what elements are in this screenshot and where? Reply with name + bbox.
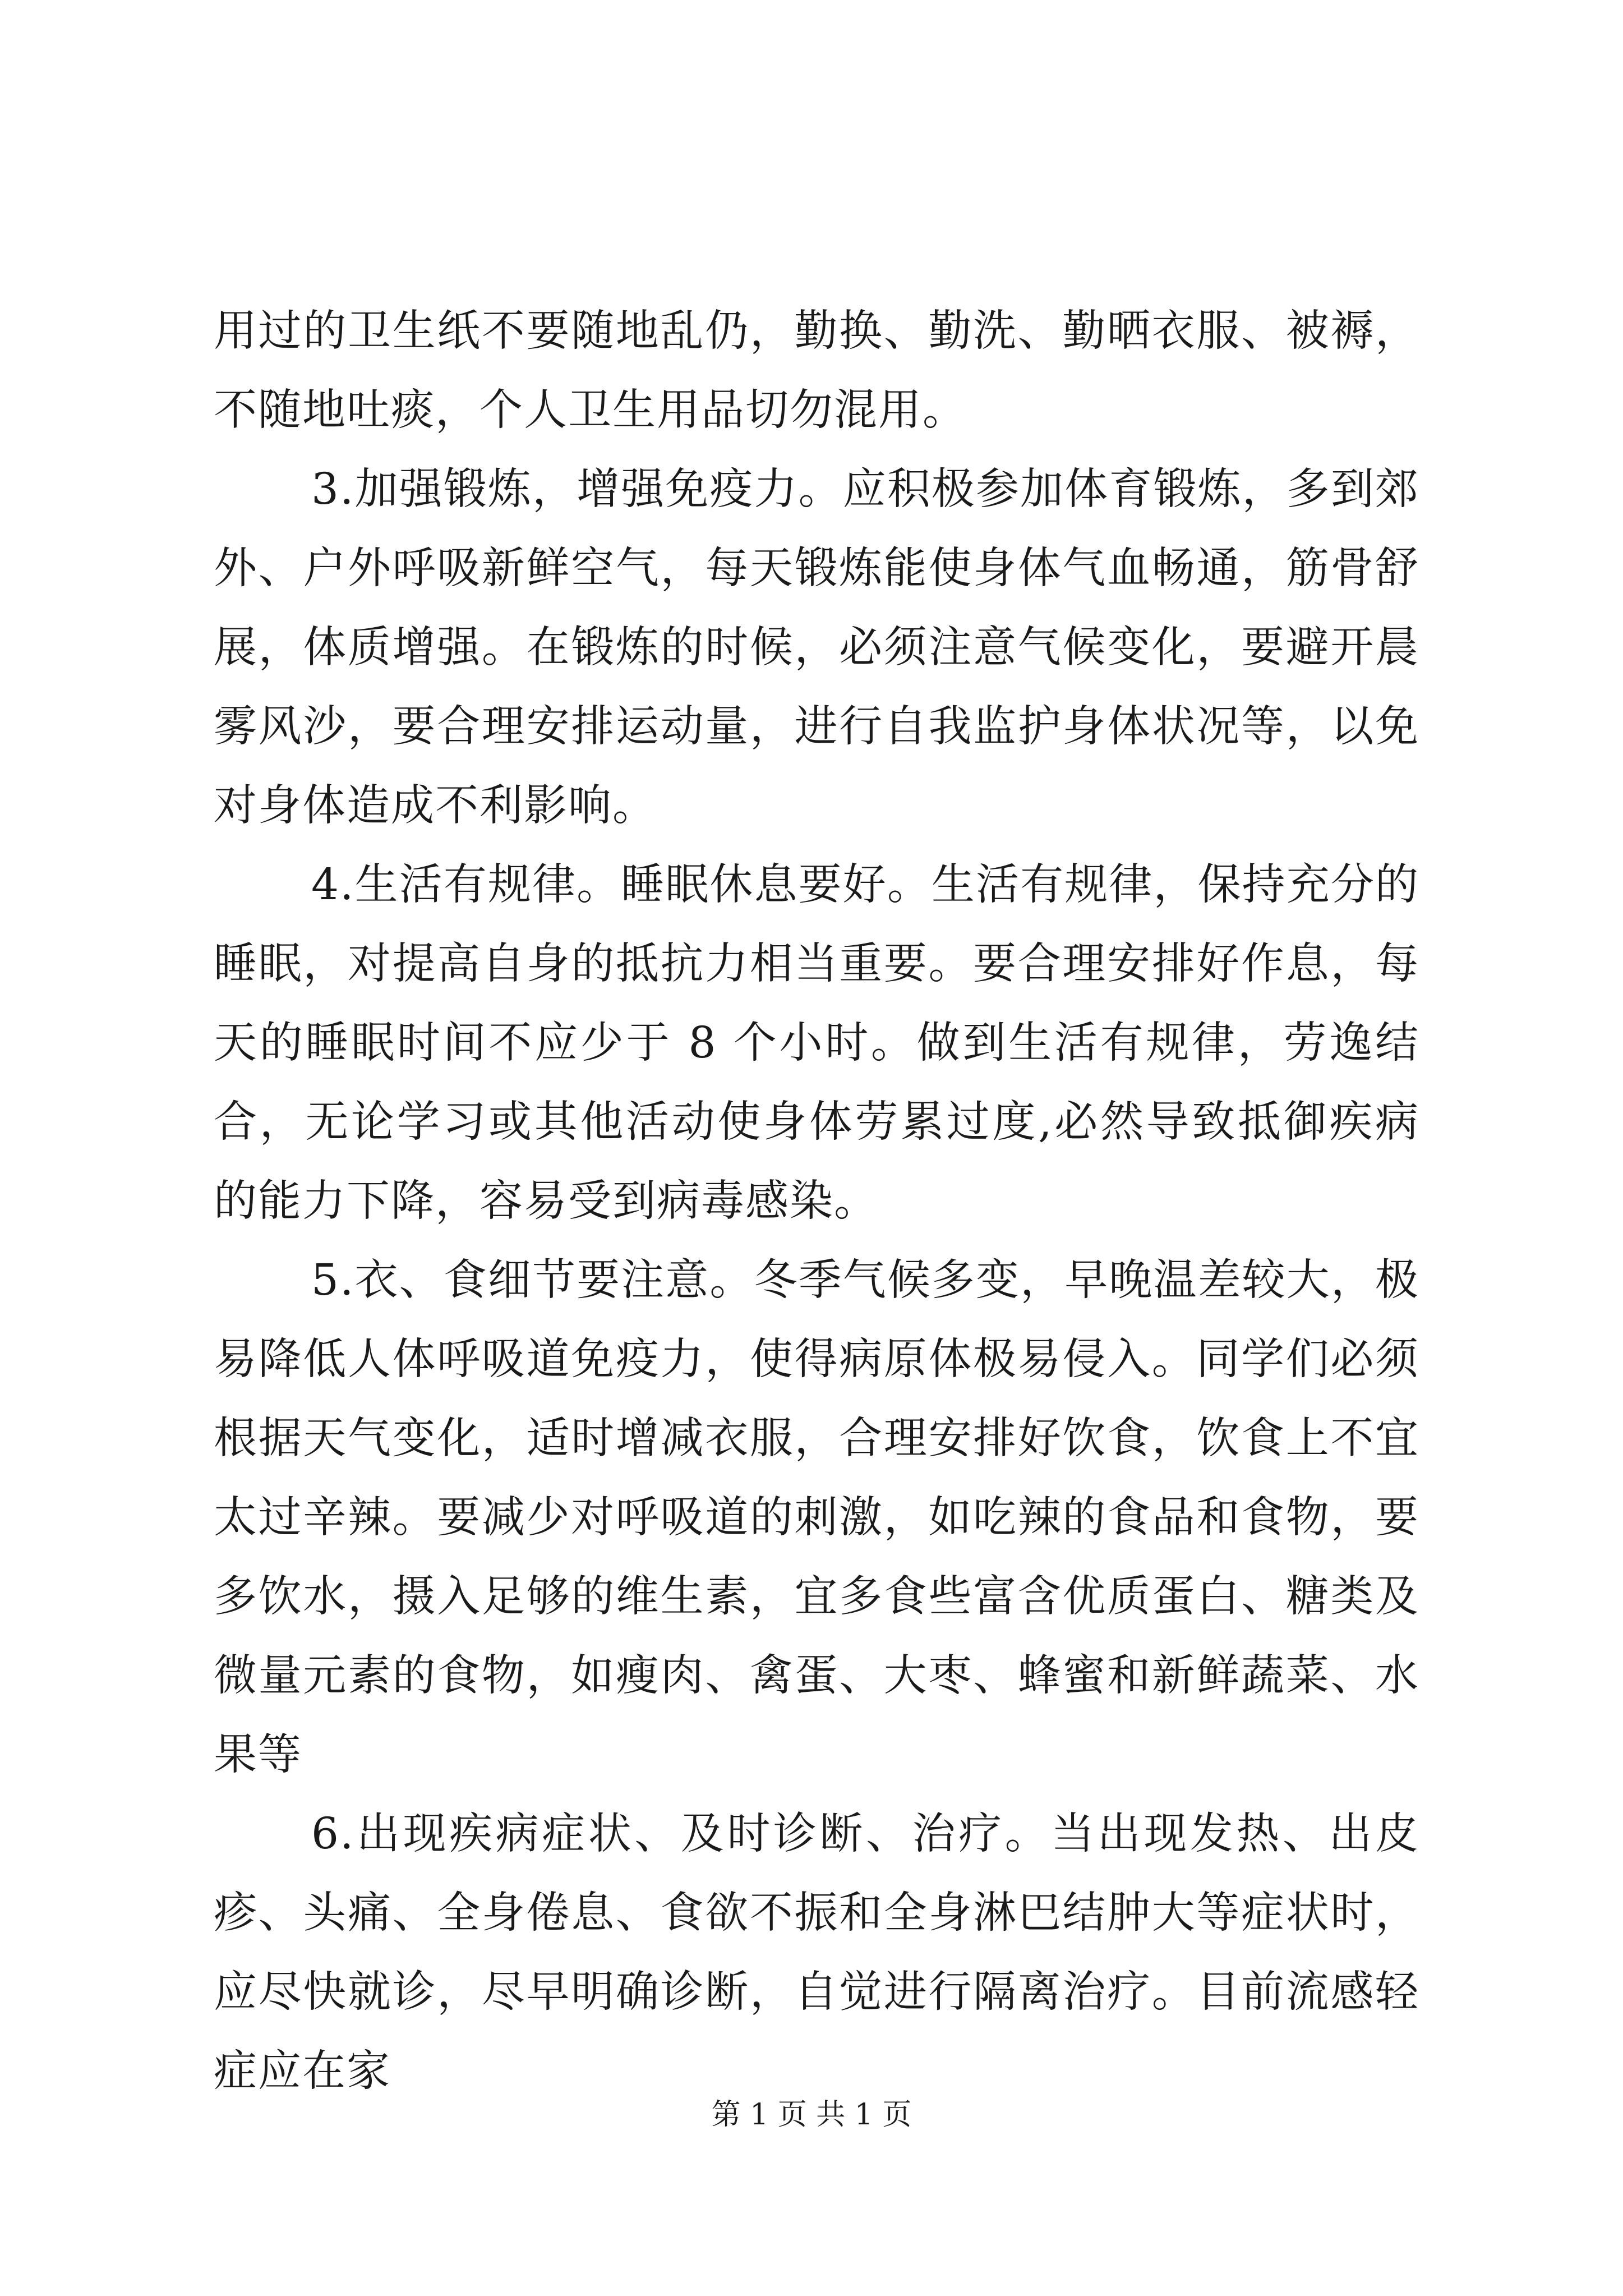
paragraph-3-exercise: 3.加强锻炼，增强免疫力。应积极参加体育锻炼，多到郊外、户外呼吸新鲜空气，每天锻炼能使身体气血畅通，筋骨舒展，体质增强。在锻炼的时候，必须注意气候变化，要避开晨雾风沙，要合理安排运动量，进行自我监护身体状况等，以免对身体造成不利影响。	[214, 464, 1419, 831]
page-footer: 第 1 页 共 1 页	[711, 2098, 912, 2132]
paragraph-5-clothing-food: 5.衣、食细节要注意。冬季气候多变，早晚温差较大，极易降低人体呼吸道免疫力，使得病原体极易侵入。同学们必须根据天气变化，适时增减衣服，合理安排好饮食，饮食上不宜太过辛辣。要减少对呼吸道的刺激，如吃辣的食品和食物，要多饮水，摄入足够的维生素，宜多食些富含优质蛋白、糖类及微量元素的食物，如瘦肉、禽蛋、大枣、蜂蜜和新鲜蔬菜、水果等	[214, 1255, 1419, 1780]
paragraph-4-routine: 4.生活有规律。睡眠休息要好。生活有规律，保持充分的睡眠，对提高自身的抵抗力相当重要。要合理安排好作息，每天的睡眠时间不应少于 8 个小时。做到生活有规律，劳逸结合，无论学习或其他活动使身体劳累过度,必然导致抵御疾病的能力下降，容易受到病毒感染。	[214, 860, 1419, 1226]
paragraph-continued: 用过的卫生纸不要随地乱仍，勤换、勤洗、勤晒衣服、被褥，不随地吐痰，个人卫生用品切勿混用。	[214, 306, 1419, 435]
paragraph-6-symptoms: 6.出现疾病症状、及时诊断、治疗。当出现发热、出皮疹、头痛、全身倦息、食欲不振和全身淋巴结肿大等症状时，应尽快就诊，尽早明确诊断，自觉进行隔离治疗。目前流感轻症应在家	[214, 1809, 1419, 2096]
document-body	[214, 292, 1419, 2111]
